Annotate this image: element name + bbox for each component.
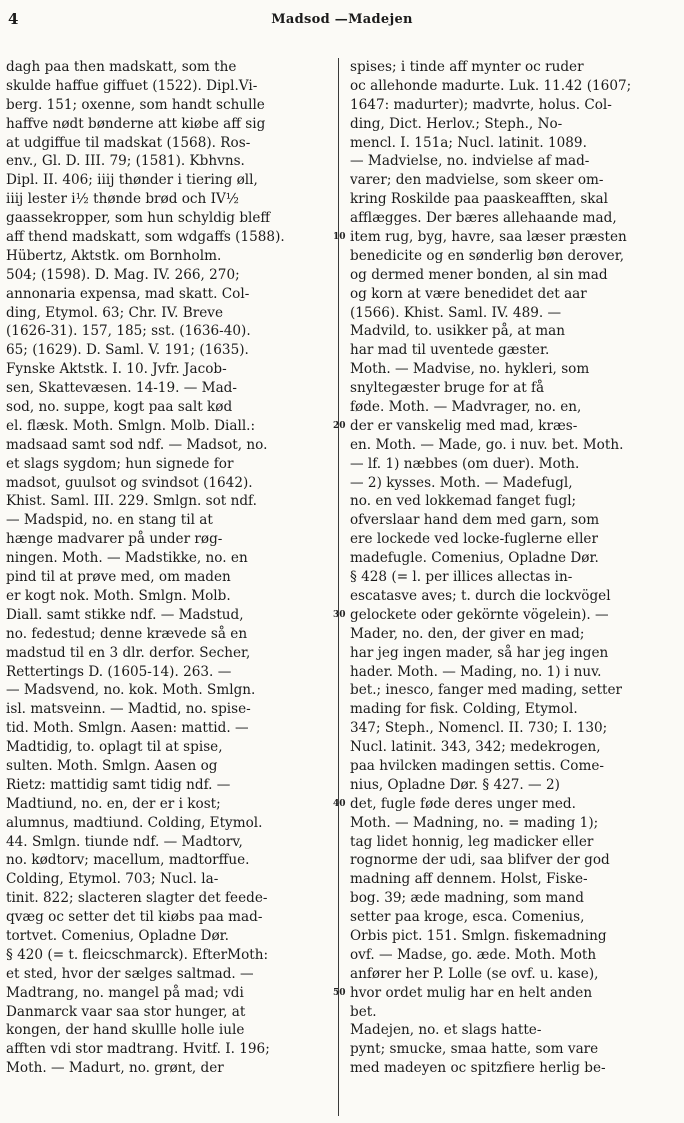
text-line: § 420 (= t. fleicschmarck). EfterMoth: bbox=[6, 946, 269, 963]
text-line: haffve nødt bønderne att kiøbe aff sig bbox=[6, 115, 266, 132]
text-line: Moth. — Madvise, no. hykleri, som bbox=[350, 361, 590, 378]
text-line: Hübertz, Aktstk. om Bornholm. bbox=[6, 247, 222, 264]
text-line: el. flæsk. Moth. Smlgn. Molb. Diall.: bbox=[6, 417, 256, 434]
text-line: qvæg oc setter det til kiøbs paa mad- bbox=[6, 909, 263, 926]
text-line: nius, Opladne Dør. § 427. — 2) bbox=[350, 776, 560, 793]
text-line: annonaria expensa, mad skatt. Col- bbox=[6, 285, 250, 302]
page-header bbox=[0, 10, 684, 32]
text-line: Dipl. II. 406; iiij thønder i tiering øll, bbox=[6, 172, 258, 189]
text-line: 1647: madurter); madvrte, holus. Col- bbox=[350, 96, 612, 113]
text-line: Diall. samt stikke ndf. — Madstud, bbox=[6, 606, 244, 623]
text-line: madning aff dennem. Holst, Fiske- bbox=[350, 871, 588, 888]
text-line: ofverslaar hand dem med garn, som bbox=[350, 512, 600, 529]
text-line: et slags sygdom; hun signede for bbox=[6, 455, 234, 472]
text-line: har mad til uventede gæster. bbox=[350, 342, 550, 359]
text-line: item rug, byg, havre, saa læser præsten bbox=[350, 229, 627, 246]
text-line: ningen. Moth. — Madstikke, no. en bbox=[6, 550, 248, 567]
text-line: Khist. Saml. III. 229. Smlgn. sot ndf. bbox=[6, 493, 257, 510]
text-line: anfører her P. Lolle (se ovf. u. kase), bbox=[350, 965, 599, 982]
text-line: skulde haffue giffuet (1522). Dipl.Vi- bbox=[6, 77, 258, 94]
text-line: ding, Etymol. 63; Chr. IV. Breve bbox=[6, 304, 223, 321]
text-line: varer; den madvielse, som skeer om- bbox=[350, 172, 604, 189]
text-line: 504; (1598). D. Mag. IV. 266, 270; bbox=[6, 266, 240, 283]
text-line: escatasve aves; t. durch die lockvögel bbox=[350, 587, 611, 604]
text-line: tortvet. Comenius, Opladne Dør. bbox=[6, 927, 229, 944]
line-number: 50 bbox=[333, 988, 346, 999]
text-line: er kogt nok. Moth. Smlgn. Molb. bbox=[6, 587, 231, 604]
text-line: gaassekropper, som hun schyldig bleff bbox=[6, 210, 271, 227]
text-line: hvor ordet mulig har en helt anden bbox=[350, 984, 593, 1001]
text-line: sen, Skattevæsen. 14-19. — Mad- bbox=[6, 380, 237, 397]
text-line: benedicite og en sønderlig bøn derover, bbox=[350, 247, 625, 264]
text-line: snyltegæster bruge for at få bbox=[350, 380, 545, 397]
text-line: Moth. — Madning, no. = mading 1); bbox=[350, 814, 599, 831]
text-line: hænge madvarer på under røg- bbox=[6, 531, 223, 548]
text-line: bog. 39; æde madning, som mand bbox=[350, 890, 584, 907]
text-line: ere lockede ved locke-fuglerne eller bbox=[350, 531, 598, 548]
text-line: bet. bbox=[350, 1003, 377, 1020]
text-line: Madtidig, to. oplagt til at spise, bbox=[6, 739, 223, 756]
text-line: mencl. I. 151a; Nucl. latinit. 1089. bbox=[350, 134, 587, 151]
text-line: aff thend madskatt, som wdgaffs (1588). bbox=[6, 229, 285, 246]
text-line: med madeyen oc spitzfiere herlig be- bbox=[350, 1060, 606, 1077]
text-line: paa hvilcken madingen settis. Come- bbox=[350, 757, 604, 774]
line-number: 10 bbox=[333, 232, 346, 243]
text-line: spises; i tinde aff mynter oc ruder bbox=[350, 59, 584, 75]
line-number: 20 bbox=[333, 421, 346, 432]
text-line: der er vanskelig med mad, kræs- bbox=[350, 417, 578, 434]
text-line: Fynske Aktstk. I. 10. Jvfr. Jacob- bbox=[6, 361, 227, 378]
text-line: madefugle. Comenius, Opladne Dør. bbox=[350, 550, 599, 567]
text-line: et sted, hvor der sælges saltmad. — bbox=[6, 965, 254, 982]
text-line: Colding, Etymol. 703; Nucl. la- bbox=[6, 871, 219, 888]
text-line: berg. 151; oxenne, som handt schulle bbox=[6, 96, 265, 113]
text-line: 347; Steph., Nomencl. II. 730; I. 130; bbox=[350, 720, 608, 737]
text-line: og korn at være benedidet det aar bbox=[350, 285, 587, 302]
text-line: Danmarck vaar saa stor hunger, at bbox=[6, 1003, 246, 1020]
text-line: — 2) kysses. Moth. — Madefugl, bbox=[350, 474, 573, 491]
text-line: og dermed mener bonden, al sin mad bbox=[350, 266, 608, 283]
text-line: iiij lester i½ thønde brød och IV½ bbox=[6, 191, 239, 208]
text-line: ovf. — Madse, go. æde. Moth. Moth bbox=[350, 946, 597, 963]
text-line: afften vdi stor madtrang. Hvitf. I. 196; bbox=[6, 1041, 270, 1058]
text-line: rognorme der udi, saa blifver der god bbox=[350, 852, 610, 869]
text-line: pind til at prøve med, om maden bbox=[6, 569, 231, 586]
text-line: afflægges. Der bæres allehaande mad, bbox=[350, 210, 617, 227]
text-line: § 428 (= l. per illices allectas in- bbox=[350, 569, 573, 586]
text-line: Nucl. latinit. 343, 342; medekrogen, bbox=[350, 739, 601, 756]
text-line: bet.; inesco, fanger med mading, setter bbox=[350, 682, 623, 699]
text-line: Rettertings D. (1605-14). 263. — bbox=[6, 663, 232, 680]
text-line: hader. Moth. — Mading, no. 1) i nuv. bbox=[350, 663, 602, 680]
text-line: tinit. 822; slacteren slagter det feede- bbox=[6, 890, 268, 907]
text-line: madsot, guulsot og svindsot (1642). bbox=[6, 474, 253, 491]
text-line: madsaad samt sod ndf. — Madsot, no. bbox=[6, 436, 268, 453]
text-line: no. fedestud; denne krævede så en bbox=[6, 625, 248, 642]
right-column bbox=[350, 58, 676, 1078]
text-line: oc allehonde madurte. Luk. 11.42 (1607; bbox=[350, 77, 632, 94]
text-line: — lf. 1) næbbes (om duer). Moth. bbox=[350, 455, 580, 472]
text-line: sod, no. suppe, kogt paa salt kød bbox=[6, 399, 233, 416]
text-line: madstud til en 3 dlr. derfor. Secher, bbox=[6, 644, 251, 661]
text-line: no. en ved lokkemad fanget fugl; bbox=[350, 493, 577, 510]
text-line: isl. matsveinn. — Madtid, no. spise- bbox=[6, 701, 251, 718]
text-line: en. Moth. — Made, go. i nuv. bet. Moth. bbox=[350, 436, 624, 453]
text-line: env., Gl. D. III. 79; (1581). Kbhvns. bbox=[6, 153, 245, 170]
text-line: Madtiund, no. en, der er i kost; bbox=[6, 795, 221, 812]
text-line: Madejen, no. et slags hatte- bbox=[350, 1022, 542, 1039]
text-line: — Madspid, no. en stang til at bbox=[6, 512, 213, 529]
line-number: 30 bbox=[333, 610, 346, 621]
text-line: alumnus, madtiund. Colding, Etymol. bbox=[6, 814, 263, 831]
text-line: det, fugle føde deres unger med. bbox=[350, 795, 576, 812]
text-line: tid. Moth. Smlgn. Aasen: mattid. — bbox=[6, 720, 249, 737]
text-line: Moth. — Madurt, no. grønt, der bbox=[6, 1060, 224, 1077]
text-line: Mader, no. den, der giver en mad; bbox=[350, 625, 585, 642]
text-line: dagh paa then madskatt, som the bbox=[6, 59, 237, 75]
text-line: føde. Moth. — Madvrager, no. en, bbox=[350, 399, 582, 416]
left-column bbox=[6, 58, 328, 1078]
text-line: mading for fisk. Colding, Etymol. bbox=[350, 701, 578, 718]
text-line: ding, Dict. Herlov.; Steph., No- bbox=[350, 115, 563, 132]
text-line: (1626-31). 157, 185; sst. (1636-40). bbox=[6, 323, 251, 340]
line-number: 40 bbox=[333, 799, 346, 810]
text-line: — Madvielse, no. indvielse af mad- bbox=[350, 153, 590, 170]
text-line: Rietz: mattidig samt tidig ndf. — bbox=[6, 776, 231, 793]
text-line: (1566). Khist. Saml. IV. 489. — bbox=[350, 304, 562, 321]
text-line: 44. Smlgn. tiunde ndf. — Madtorv, bbox=[6, 833, 243, 850]
text-line: gelockete oder gekörnte vögelein). — bbox=[350, 606, 609, 623]
column-divider bbox=[338, 58, 339, 1116]
text-line: kring Roskilde paa paaskeafften, skal bbox=[350, 191, 608, 208]
text-line: Madtrang, no. mangel på mad; vdi bbox=[6, 984, 244, 1001]
text-line: kongen, der hand skullle holle iule bbox=[6, 1022, 245, 1039]
text-line: — Madsvend, no. kok. Moth. Smlgn. bbox=[6, 682, 256, 699]
text-line: tag lidet honnig, leg madicker eller bbox=[350, 833, 594, 850]
text-line: at udgiffue til madskat (1568). Ros- bbox=[6, 134, 251, 151]
text-line: no. kødtorv; macellum, madtorffue. bbox=[6, 852, 250, 869]
running-head: Madsod —Madejen bbox=[271, 12, 413, 27]
text-line: pynt; smucke, smaa hatte, som vare bbox=[350, 1041, 599, 1058]
text-line: 65; (1629). D. Saml. V. 191; (1635). bbox=[6, 342, 249, 359]
text-line: Madvild, to. usikker på, at man bbox=[350, 323, 565, 340]
page-number: 4 bbox=[8, 10, 19, 28]
text-line: har jeg ingen mader, så har jeg ingen bbox=[350, 644, 609, 661]
text-line: sulten. Moth. Smlgn. Aasen og bbox=[6, 757, 218, 774]
text-line: Orbis pict. 151. Smlgn. fiskemadning bbox=[350, 927, 607, 944]
text-line: setter paa kroge, esca. Comenius, bbox=[350, 909, 585, 926]
